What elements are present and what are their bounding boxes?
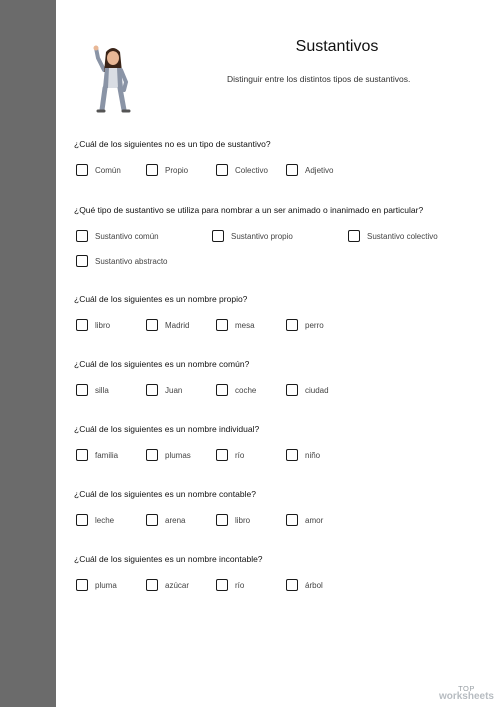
checkbox[interactable] — [286, 164, 298, 176]
option-label: Colectivo — [235, 165, 268, 175]
answer-option[interactable] — [286, 384, 329, 396]
answer-option[interactable] — [212, 230, 293, 242]
answer-option[interactable] — [76, 255, 167, 267]
question-text: ¿Cuál de los siguientes es un nombre común? — [74, 359, 250, 369]
checkbox[interactable] — [216, 319, 228, 331]
answer-option[interactable] — [216, 449, 244, 461]
question-text: ¿Cuál de los siguientes es un nombre incontable? — [74, 554, 263, 564]
answer-option[interactable] — [76, 579, 117, 591]
checkbox[interactable] — [76, 449, 88, 461]
option-label: Común — [95, 165, 121, 175]
option-label: ciudad — [305, 385, 329, 395]
worksheet-subtitle: Distinguir entre los distintos tipos de sustantivos. — [227, 74, 411, 84]
option-label: Sustantivo colectivo — [367, 231, 438, 241]
question-text: ¿Cuál de los siguientes es un nombre individual? — [74, 424, 260, 434]
answer-option[interactable] — [76, 230, 159, 242]
option-label: azúcar — [165, 580, 190, 590]
option-label: río — [235, 580, 245, 590]
option-label: plumas — [165, 450, 191, 460]
checkbox[interactable] — [76, 319, 88, 331]
answer-option[interactable] — [76, 164, 121, 176]
logo-bottom-text: worksheets — [438, 691, 494, 702]
question-text: ¿Cuál de los siguientes no es un tipo de sustantivo? — [74, 139, 271, 149]
checkbox[interactable] — [212, 230, 224, 242]
option-label: mesa — [235, 320, 255, 330]
answer-option[interactable] — [286, 514, 323, 526]
answer-option[interactable] — [216, 164, 268, 176]
option-label: Juan — [165, 385, 183, 395]
checkbox[interactable] — [146, 449, 158, 461]
checkbox[interactable] — [348, 230, 360, 242]
checkbox[interactable] — [146, 164, 158, 176]
option-label: arena — [165, 515, 186, 525]
answer-option[interactable] — [76, 384, 109, 396]
option-label: niño — [305, 450, 321, 460]
question-text: ¿Cuál de los siguientes es un nombre propio? — [74, 294, 248, 304]
answer-option[interactable] — [216, 384, 256, 396]
answer-option[interactable] — [146, 164, 188, 176]
checkbox[interactable] — [76, 230, 88, 242]
worksheet-page — [56, 0, 500, 707]
option-label: leche — [95, 515, 115, 525]
checkbox[interactable] — [216, 579, 228, 591]
option-label: Sustantivo abstracto — [95, 256, 168, 266]
checkbox[interactable] — [286, 449, 298, 461]
answer-option[interactable] — [286, 449, 320, 461]
checkbox[interactable] — [146, 319, 158, 331]
checkbox[interactable] — [76, 579, 88, 591]
option-label: libro — [235, 515, 251, 525]
checkbox[interactable] — [286, 319, 298, 331]
answer-option[interactable] — [146, 319, 189, 331]
option-label: Madrid — [165, 320, 190, 330]
option-label: pluma — [95, 580, 117, 590]
question-text: ¿Cuál de los siguientes es un nombre contable? — [74, 489, 256, 499]
option-label: perro — [305, 320, 324, 330]
question-text: ¿Qué tipo de sustantivo se utiliza para nombrar a un ser animado o inanimado en particular? — [74, 205, 424, 215]
checkbox[interactable] — [286, 514, 298, 526]
option-label: Sustantivo común — [95, 231, 159, 241]
checkbox[interactable] — [286, 384, 298, 396]
option-label: Adjetivo — [305, 165, 334, 175]
checkbox[interactable] — [76, 384, 88, 396]
page-sidebar-band — [0, 0, 56, 707]
checkbox[interactable] — [216, 384, 228, 396]
answer-option[interactable] — [348, 230, 438, 242]
checkbox[interactable] — [216, 514, 228, 526]
checkbox[interactable] — [216, 449, 228, 461]
option-label: Sustantivo propio — [231, 231, 293, 241]
option-label: coche — [235, 385, 257, 395]
answer-option[interactable] — [76, 319, 110, 331]
checkbox[interactable] — [146, 384, 158, 396]
option-label: amor — [305, 515, 324, 525]
option-label: río — [235, 450, 245, 460]
checkbox[interactable] — [286, 579, 298, 591]
worksheet-title: Sustantivos — [295, 38, 379, 55]
answer-option[interactable] — [286, 164, 333, 176]
answer-option[interactable] — [216, 319, 255, 331]
answer-option[interactable] — [286, 319, 324, 331]
answer-option[interactable] — [216, 514, 250, 526]
option-label: Propio — [165, 165, 189, 175]
answer-option[interactable] — [286, 579, 323, 591]
answer-option[interactable] — [146, 449, 191, 461]
option-label: familia — [95, 450, 119, 460]
option-label: libro — [95, 320, 111, 330]
answer-option[interactable] — [146, 514, 185, 526]
checkbox[interactable] — [216, 164, 228, 176]
checkbox[interactable] — [146, 514, 158, 526]
logo-top-text: TOP — [458, 683, 475, 693]
topworksheets-logo[interactable] — [439, 685, 494, 703]
checkbox[interactable] — [76, 514, 88, 526]
option-label: árbol — [305, 580, 323, 590]
answer-option[interactable] — [216, 579, 244, 591]
option-label: silla — [95, 385, 109, 395]
answer-option[interactable] — [76, 514, 114, 526]
checkbox[interactable] — [76, 255, 88, 267]
checkbox[interactable] — [76, 164, 88, 176]
answer-option[interactable] — [76, 449, 118, 461]
answer-option[interactable] — [146, 579, 189, 591]
checkbox[interactable] — [146, 579, 158, 591]
answer-option[interactable] — [146, 384, 182, 396]
